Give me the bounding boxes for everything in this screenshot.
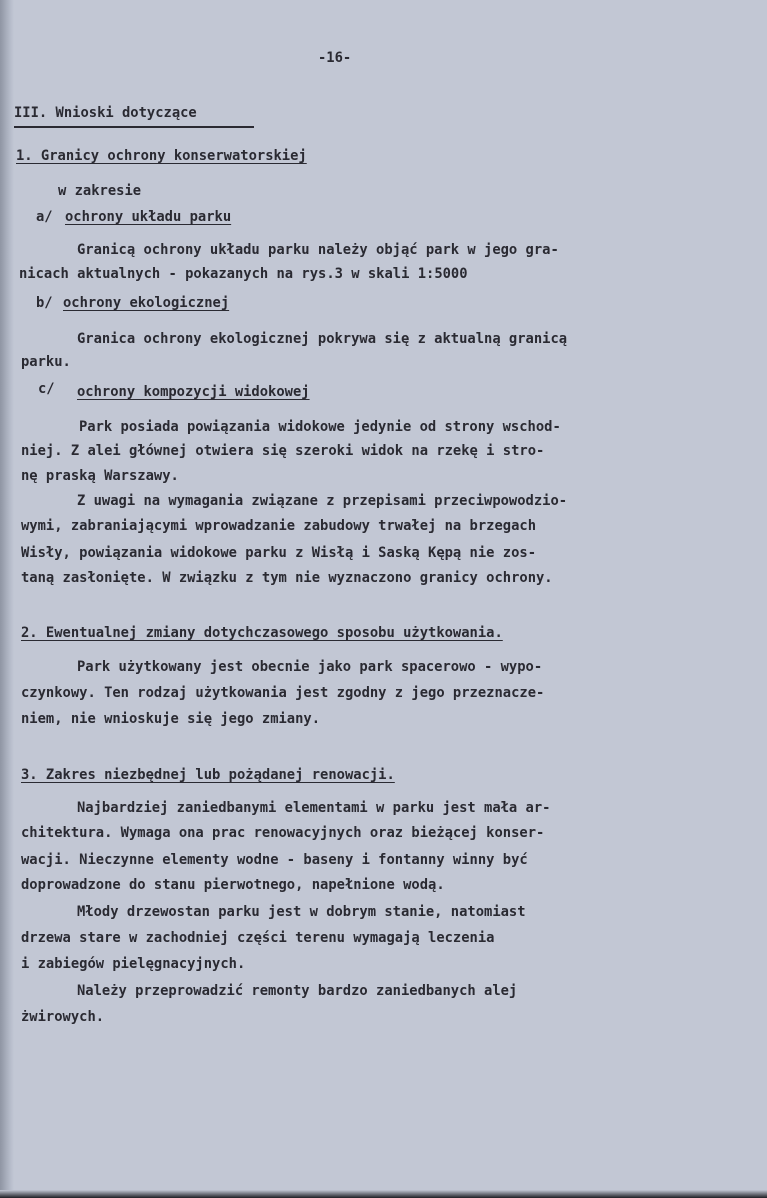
s2-line: czynkowy. Ten rodzaj użytkowania jest zgodny z jego przeznacze- xyxy=(21,685,545,701)
s3-line: żwirowych. xyxy=(21,1009,105,1025)
s3-line: i zabiegów pielęgnacyjnych. xyxy=(21,956,246,972)
s2-line: Park użytkowany jest obecnie jako park spacerowo - wypo- xyxy=(77,659,543,675)
s3-line: Najbardziej zaniedbanymi elementami w parku jest mała ar- xyxy=(77,800,551,816)
s1-a-marker: a/ xyxy=(36,209,53,225)
s3-line: drzewa stare w zachodniej części terenu wymagają leczenia xyxy=(21,930,495,946)
scan-left-edge xyxy=(0,0,14,1198)
s1-b-title: ochrony ekologicznej xyxy=(63,295,230,311)
s1-c-marker: c/ xyxy=(38,381,55,397)
s2-title: 2. Ewentualnej zmiany dotychczasowego sposobu użytkowania. xyxy=(21,625,503,641)
s3-title: 3. Zakres niezbędnej lub pożądanej renowacji. xyxy=(21,767,395,783)
s1-a-line: nicach aktualnych - pokazanych na rys.3 w skali 1:5000 xyxy=(19,266,468,282)
s1-c-line: Wisły, powiązania widokowe parku z Wisłą i Saską Kępą nie zos- xyxy=(21,545,536,561)
s1-c-line: nę praską Warszawy. xyxy=(21,468,179,484)
s1-c-line: Park posiada powiązania widokowe jedynie od strony wschod- xyxy=(79,419,561,435)
s3-line: Należy przeprowadzić remonty bardzo zaniedbanych alej xyxy=(77,983,518,999)
heading-rule xyxy=(14,126,254,128)
s1-c-line: taną zasłonięte. W związku z tym nie wyznaczono granicy ochrony. xyxy=(21,570,553,586)
s1-b-line: Granica ochrony ekologicznej pokrywa się z aktualną granicą xyxy=(77,331,568,347)
s3-line: doprowadzone do stanu pierwotnego, napełnione wodą. xyxy=(21,877,445,893)
s3-line: wacji. Nieczynne elementy wodne - baseny i fontanny winny być xyxy=(21,852,528,868)
s2-line: niem, nie wnioskuje się jego zmiany. xyxy=(21,711,321,727)
scan-bottom-shadow xyxy=(0,1190,767,1198)
s1-c-line: Z uwagi na wymagania związane z przepisami przeciwpowodzio- xyxy=(77,493,568,509)
s1-c-title: ochrony kompozycji widokowej xyxy=(77,384,310,400)
s1-c-line: niej. Z alei głównej otwiera się szeroki widok na rzekę i stro- xyxy=(21,443,545,459)
s1-a-title: ochrony układu parku xyxy=(65,209,232,225)
s3-line: Młody drzewostan parku jest w dobrym stanie, natomiast xyxy=(77,904,526,920)
section-heading: III. Wnioski dotyczące xyxy=(14,105,197,121)
page-number: -16- xyxy=(318,50,352,66)
s1-b-line: parku. xyxy=(21,354,71,370)
s1-b-marker: b/ xyxy=(36,295,53,311)
s1-c-line: wymi, zabraniającymi wprowadzanie zabudowy trwałej na brzegach xyxy=(21,518,536,534)
s1-a-line: Granicą ochrony układu parku należy objąć park w jego gra- xyxy=(77,242,559,258)
s1-title: 1. Granicy ochrony konserwatorskiej xyxy=(16,148,307,164)
s3-line: chitektura. Wymaga ona prac renowacyjnych oraz bieżącej konser- xyxy=(21,825,545,841)
s1-intro: w zakresie xyxy=(58,183,142,199)
